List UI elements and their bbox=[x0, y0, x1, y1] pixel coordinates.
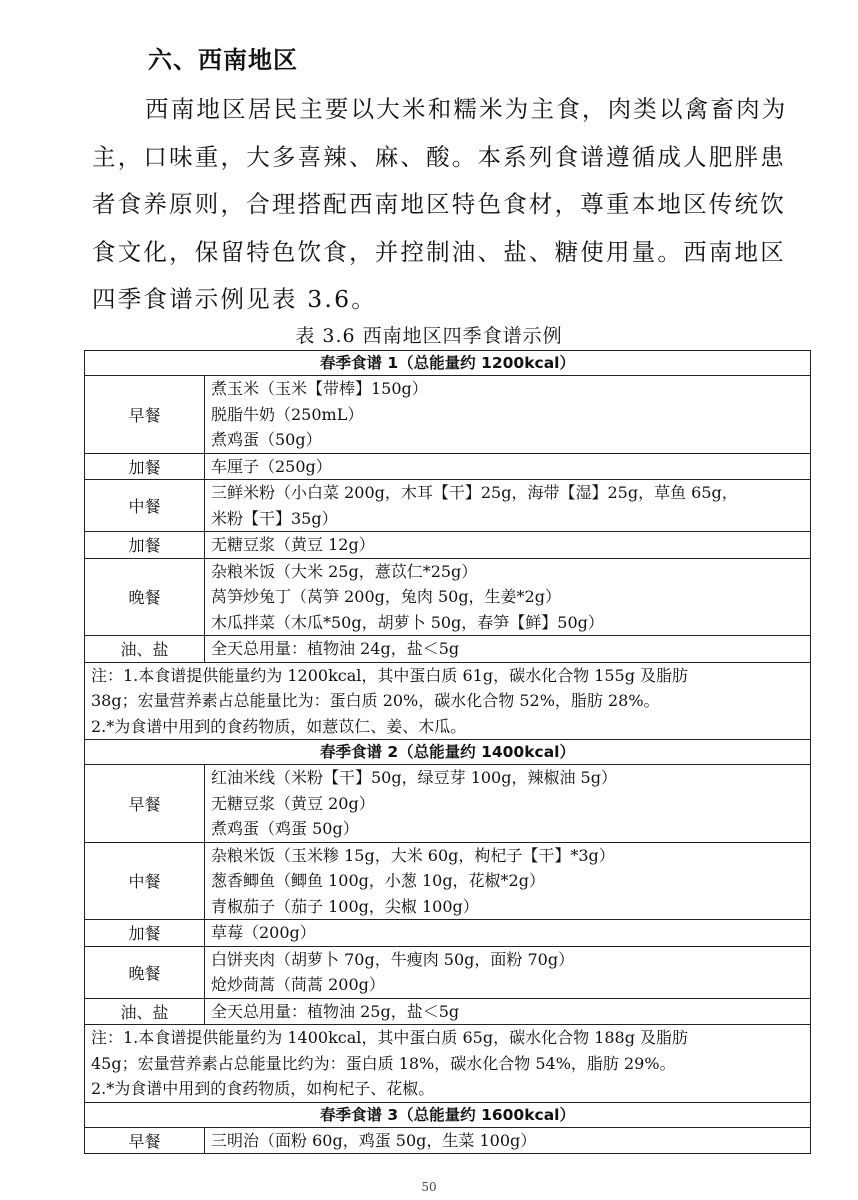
meal-label: 早餐 bbox=[85, 1127, 205, 1154]
meal-items bbox=[205, 636, 811, 663]
intro-paragraph bbox=[92, 86, 808, 324]
meal-items bbox=[205, 558, 811, 636]
menu-header-row bbox=[85, 351, 811, 376]
food-item: 杂粮米饭（玉米糁 15g，大米 60g，枸杞子【干】*3g） bbox=[211, 845, 615, 865]
meal-label: 中餐 bbox=[85, 480, 205, 532]
food-item: 葱香鲫鱼（鲫鱼 100g，小葱 10g，花椒*2g） bbox=[211, 871, 545, 890]
meal-row bbox=[85, 1127, 811, 1154]
food-item: 全天总用量：植物油 25g，盐＜5g bbox=[211, 1001, 460, 1021]
food-item: 白饼夹肉（胡萝卜 70g，牛瘦肉 50g，面粉 70g） bbox=[211, 949, 575, 969]
meal-label: 加餐 bbox=[85, 920, 205, 947]
food-item: 炝炒茼蒿（茼蒿 200g） bbox=[211, 975, 385, 994]
paragraph-line: 主，口味重，大多喜辣、麻、酸。本系列食谱遵循成人肥胖患 bbox=[92, 142, 786, 171]
meal-items bbox=[205, 480, 811, 532]
food-item: 红油米线（米粉【干】50g，绿豆芽 100g，辣椒油 5g） bbox=[211, 768, 617, 787]
meal-label: 油、盐 bbox=[85, 998, 205, 1025]
meal-label: 早餐 bbox=[85, 376, 205, 454]
meal-label: 油、盐 bbox=[85, 636, 205, 663]
menu-table bbox=[84, 350, 811, 1154]
page-number: 50 bbox=[421, 1180, 437, 1194]
meal-label: 晚餐 bbox=[85, 946, 205, 998]
menu-title: 春季食谱 3（总能量约 1600kcal） bbox=[85, 1102, 811, 1127]
food-item: 三鲜米粉（小白菜 200g，木耳【干】25g，海带【湿】25g，草鱼 65g， bbox=[211, 483, 738, 502]
food-item: 木瓜拌菜（木瓜*50g，胡萝卜 50g，春笋【鲜】50g） bbox=[211, 612, 604, 632]
meal-row bbox=[85, 998, 811, 1025]
food-item: 脱脂牛奶（250mL） bbox=[211, 404, 364, 424]
note-line: 45g；宏量营养素占总能量比约为：蛋白质 18%，碳水化合物 54%，脂肪 29%。 bbox=[91, 1053, 676, 1073]
menu-notes bbox=[85, 662, 811, 740]
meal-label: 加餐 bbox=[85, 532, 205, 559]
meal-label: 加餐 bbox=[85, 453, 205, 480]
meal-label: 晚餐 bbox=[85, 558, 205, 636]
meal-row bbox=[85, 946, 811, 998]
food-item: 无糖豆浆（黄豆 12g） bbox=[211, 535, 375, 554]
menu-title: 春季食谱 2（总能量约 1400kcal） bbox=[85, 740, 811, 765]
table-caption: 表 3.6 西南地区四季食谱示例 bbox=[295, 325, 563, 347]
meal-row bbox=[85, 636, 811, 663]
paragraph-line: 西南地区居民主要以大米和糯米为主食，肉类以禽畜肉为 bbox=[145, 95, 788, 123]
meal-items bbox=[205, 946, 811, 998]
meal-row bbox=[85, 842, 811, 920]
food-item: 车厘子（250g） bbox=[211, 456, 332, 476]
paragraph-line: 四季食谱示例见表 3.6。 bbox=[92, 285, 377, 313]
food-item: 全天总用量：植物油 24g，盐＜5g bbox=[211, 639, 460, 658]
food-item: 三明治（面粉 60g，鸡蛋 50g，生菜 100g） bbox=[211, 1130, 537, 1150]
menu-header-row bbox=[85, 740, 811, 765]
food-item: 煮鸡蛋（鸡蛋 50g） bbox=[211, 819, 359, 838]
meal-items bbox=[205, 1127, 811, 1154]
food-item: 草莓（200g） bbox=[211, 923, 316, 942]
food-item: 莴笋炒兔丁（莴笋 200g，兔肉 50g，生姜*2g） bbox=[211, 587, 561, 606]
meal-items bbox=[205, 376, 811, 454]
meal-row bbox=[85, 532, 811, 559]
meal-items bbox=[205, 765, 811, 843]
food-item: 煮鸡蛋（50g） bbox=[211, 430, 322, 449]
meal-items bbox=[205, 842, 811, 920]
meal-row bbox=[85, 376, 811, 454]
meal-row bbox=[85, 765, 811, 843]
meal-row bbox=[85, 480, 811, 532]
meal-items bbox=[205, 920, 811, 947]
notes-row bbox=[85, 1025, 811, 1103]
food-item: 青椒茄子（茄子 100g，尖椒 100g） bbox=[211, 896, 479, 916]
meal-items bbox=[205, 998, 811, 1025]
menu-title: 春季食谱 1（总能量约 1200kcal） bbox=[85, 351, 811, 376]
meal-items bbox=[205, 532, 811, 559]
meal-items bbox=[205, 453, 811, 480]
meal-row bbox=[85, 453, 811, 480]
food-item: 无糖豆浆（黄豆 20g） bbox=[211, 793, 375, 813]
paragraph-line: 食文化，保留特色饮食，并控制油、盐、糖使用量。西南地区 bbox=[92, 237, 786, 266]
food-item: 煮玉米（玉米【带棒】150g） bbox=[211, 379, 428, 398]
section-heading: 六、西南地区 bbox=[148, 46, 298, 74]
menu-notes bbox=[85, 1025, 811, 1103]
meal-label: 早餐 bbox=[85, 765, 205, 843]
meal-row bbox=[85, 558, 811, 636]
meal-label: 中餐 bbox=[85, 842, 205, 920]
note-line: 38g；宏量营养素占总能量比为：蛋白质 20%，碳水化合物 52%，脂肪 28%。 bbox=[91, 691, 660, 710]
note-line: 2.*为食谱中用到的食药物质，如枸杞子、花椒。 bbox=[91, 1079, 435, 1098]
meal-row bbox=[85, 920, 811, 947]
food-item: 米粉【干】35g） bbox=[211, 508, 338, 528]
note-line: 注：1.本食谱提供能量约为 1200kcal，其中蛋白质 61g，碳水化合物 155g 及脂肪 bbox=[91, 665, 689, 685]
note-line: 2.*为食谱中用到的食药物质，如薏苡仁、姜、木瓜。 bbox=[91, 716, 467, 736]
paragraph-line: 者食养原则，合理搭配西南地区特色食材，尊重本地区传统饮 bbox=[92, 190, 786, 218]
food-item: 杂粮米饭（大米 25g，薏苡仁*25g） bbox=[211, 561, 478, 581]
notes-row bbox=[85, 662, 811, 740]
note-line: 注：1.本食谱提供能量约为 1400kcal，其中蛋白质 65g，碳水化合物 188g 及脂肪 bbox=[91, 1028, 689, 1047]
menu-header-row bbox=[85, 1102, 811, 1127]
